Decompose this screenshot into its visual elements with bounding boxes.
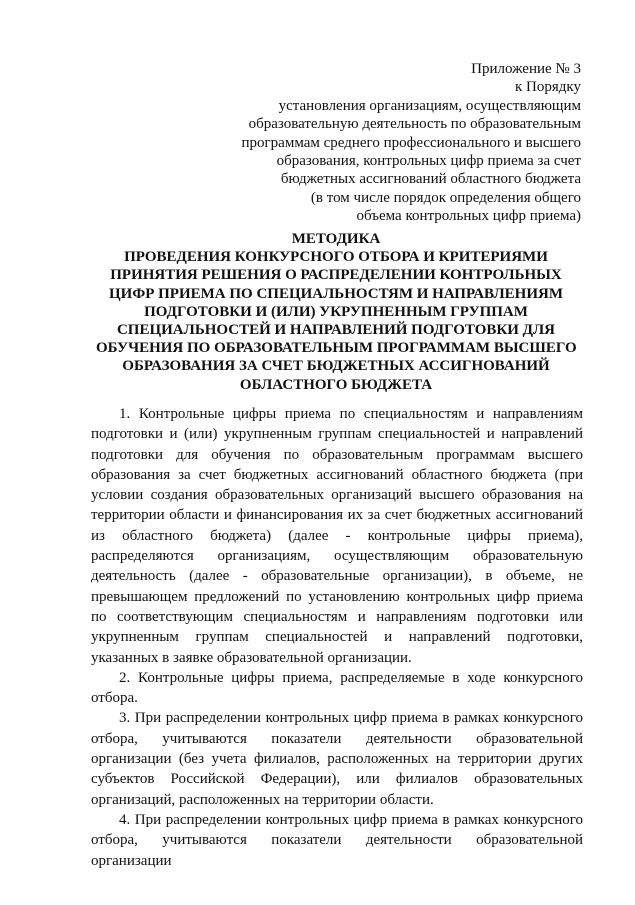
title-line: ОБЛАСТНОГО БЮДЖЕТА [239, 376, 433, 393]
title-line: ОБУЧЕНИЯ ПО ОБРАЗОВАТЕЛЬНЫМ ПРОГРАММАМ ВЫСШЕГО [96, 340, 577, 357]
paragraph-2: 2. Контрольные цифры приема, распределяемые в ходе конкурсного отбора. [91, 669, 583, 707]
appendix-line: бюджетных ассигнований областного бюджета [280, 171, 581, 188]
title-line: ПРИНЯТИЯ РЕШЕНИЯ О РАСПРЕДЕЛЕНИИ КОНТРОЛЬНЫХ [110, 267, 562, 284]
appendix-line: объема контрольных цифр приема) [356, 208, 581, 225]
title-line: СПЕЦИАЛЬНОСТЕЙ И НАПРАВЛЕНИЙ ПОДГОТОВКИ ДЛЯ [116, 322, 556, 339]
document-body [91, 404, 583, 871]
document-title [96, 230, 576, 394]
appendix-line: образовательную деятельность по образовательным [248, 116, 581, 133]
appendix-line: образования, контрольных цифр приема за счет [276, 153, 581, 170]
title-line: ПОДГОТОВКИ И (ИЛИ) УКРУПНЕННЫМ ГРУППАМ [144, 303, 528, 320]
title-line: ОБРАЗОВАНИЯ ЗА СЧЕТ БЮДЖЕТНЫХ АССИГНОВАНИЙ [122, 358, 550, 375]
paragraph-4: 4. При распределении контрольных цифр приема в рамках конкурсного отбора, учитываются показатели деятельности образовательной организации [91, 811, 583, 869]
title-line: ЦИФР ПРИЕМА ПО СПЕЦИАЛЬНОСТЯМ И НАПРАВЛЕНИЯМ [109, 285, 563, 302]
title-line: МЕТОДИКА [291, 231, 381, 247]
appendix-line: программам среднего профессионального и высшего [241, 134, 581, 151]
paragraph-3: 3. При распределении контрольных цифр приема в рамках конкурсного отбора, учитываются показатели деятельности образовательной организации (без учета филиалов, расположенных на территории других субъектов Российской Федерации), или филиалов образовательных организаций, расположенных на территории области. [91, 710, 583, 808]
appendix-line: (в том числе порядок определения общего [310, 189, 581, 206]
appendix-line: Приложение № 3 [471, 61, 581, 77]
paragraph-1: 1. Контрольные цифры приема по специальностям и направлениям подготовки и (или) укрупненным группам специальностей и направлений подготовки для обучения по образовательным программам высшего образования за счет бюджетных ассигнований областного бюджета (при условии создания образовательных организаций высшего образования на территории области и финансирования их за счет бюджетных ассигнований из областного бюджета) (далее - контрольные цифры приема), распределяются организациям, осуществляющим образовательную деятельность (далее - образовательные организации), в объеме, не превышающем предложений по установлению контрольных цифр приема по соответствующим специальностям и направлениям подготовки или укрупненным группам специальностей и направлений подготовки, указанных в заявке образовательной организации. [91, 406, 583, 666]
appendix-line: установления организациям, осуществляющим [278, 97, 581, 114]
appendix-line: к Порядку [515, 79, 581, 96]
appendix-header [221, 60, 581, 226]
title-line: ПРОВЕДЕНИЯ КОНКУРСНОГО ОТБОРА И КРИТЕРИЯМИ [124, 249, 548, 266]
